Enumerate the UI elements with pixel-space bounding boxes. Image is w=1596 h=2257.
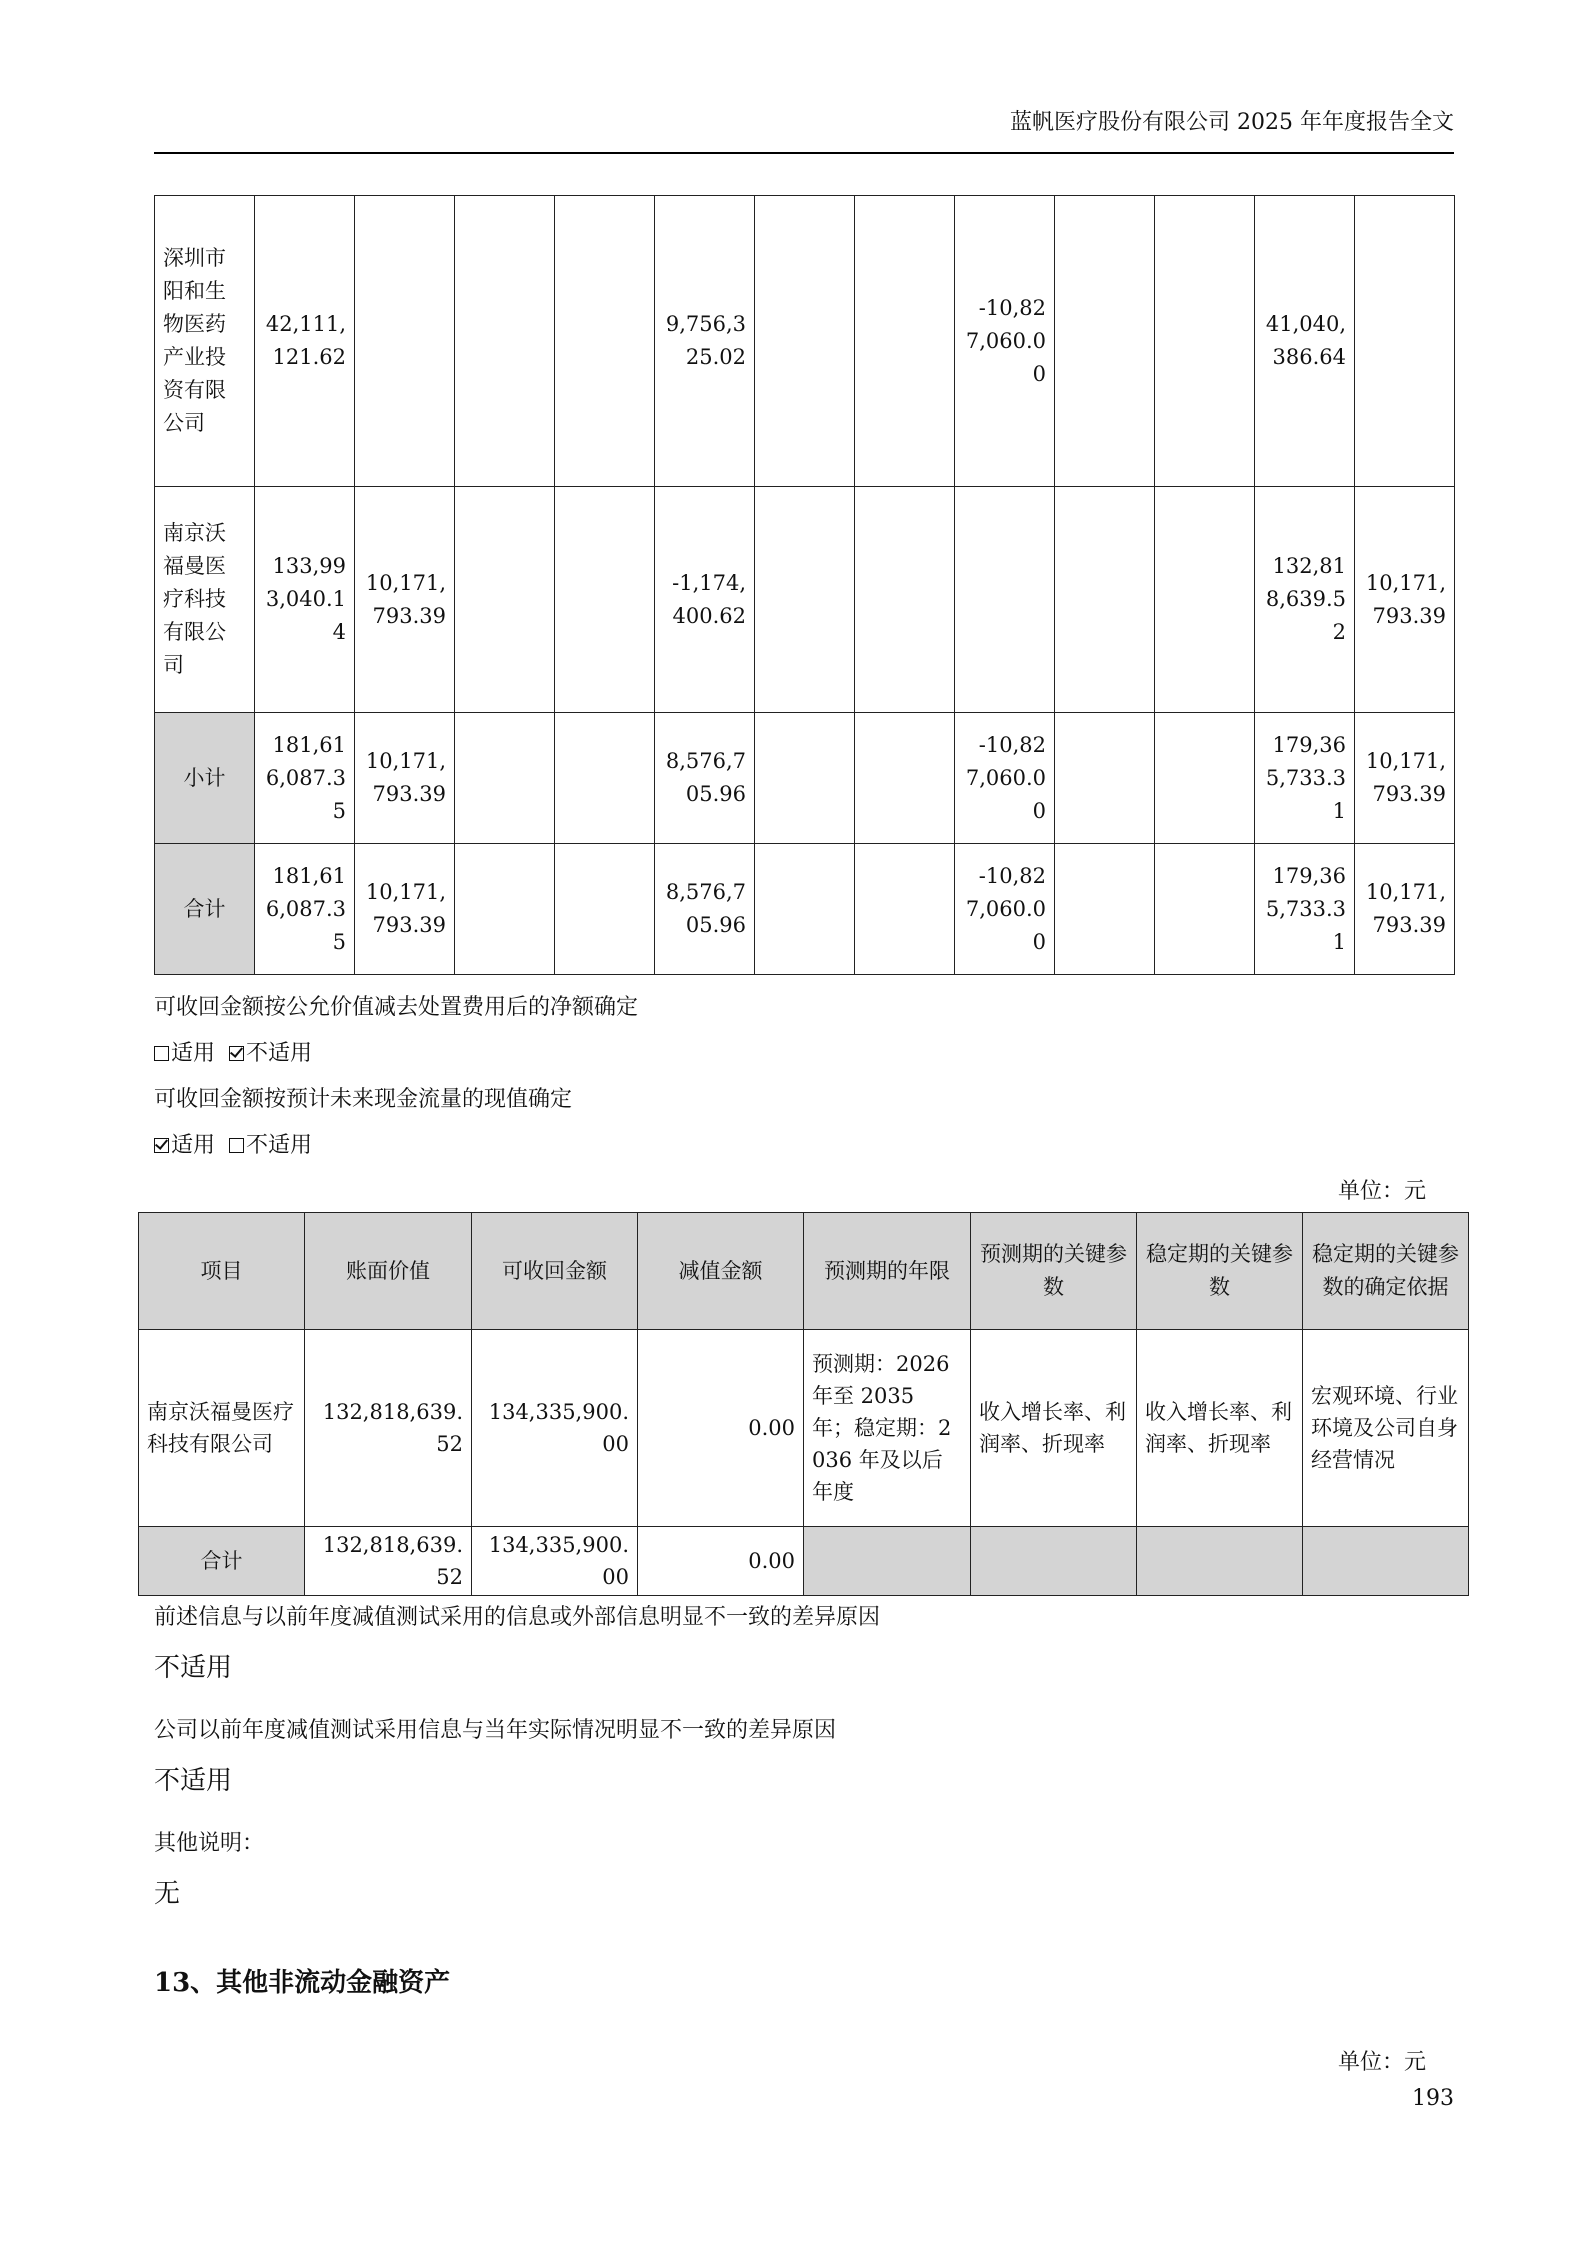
value-cell: 9,756,325.02 — [655, 196, 755, 487]
column-header: 项目 — [139, 1213, 305, 1330]
checkbox-not-applicable-label: 不适用 — [246, 1133, 313, 1158]
stable-params-cell: 收入增长率、利润率、折现率 — [1137, 1330, 1303, 1527]
other-notes-label: 其他说明： — [154, 1831, 265, 1856]
total-row — [139, 1527, 1469, 1596]
goodwill-impairment-table — [154, 195, 1455, 975]
value-cell: 10,171,793.39 — [1355, 713, 1455, 844]
column-header: 稳定期的关键参数 — [1137, 1213, 1303, 1330]
column-header: 预测期的年限 — [804, 1213, 971, 1330]
cash-flow-checkbox-group — [154, 1131, 312, 1161]
fair-value-checkbox-group — [154, 1039, 312, 1069]
total-row — [155, 844, 1455, 975]
value-cell — [455, 487, 555, 713]
value-cell: -1,174,400.62 — [655, 487, 755, 713]
value-cell — [755, 196, 855, 487]
header-divider — [154, 152, 1454, 154]
value-cell — [1055, 713, 1155, 844]
recoverable-amount-cell: 134,335,900.00 — [472, 1330, 638, 1527]
empty-cell — [804, 1527, 971, 1596]
value-cell — [1155, 487, 1255, 713]
section-13-heading: 13、其他非流动金融资产 — [154, 1968, 451, 1998]
checkbox-not-applicable-label: 不适用 — [246, 1041, 313, 1066]
forecast-params-cell: 收入增长率、利润率、折现率 — [971, 1330, 1137, 1527]
value-cell: 133,993,040.14 — [255, 487, 355, 713]
diff-prev-external-answer: 不适用 — [154, 1653, 233, 1683]
empty-cell — [1303, 1527, 1469, 1596]
value-cell: 132,818,639.52 — [1255, 487, 1355, 713]
table-row — [155, 487, 1455, 713]
value-cell — [755, 713, 855, 844]
column-header: 减值金额 — [638, 1213, 804, 1330]
value-cell — [855, 487, 955, 713]
table-row — [155, 196, 1455, 487]
value-cell — [455, 713, 555, 844]
value-cell: 10,171,793.39 — [355, 487, 455, 713]
value-cell: 10,171,793.39 — [355, 713, 455, 844]
value-cell — [555, 487, 655, 713]
value-cell — [455, 196, 555, 487]
unit-label: 单位：元 — [1338, 2050, 1427, 2075]
column-header: 可收回金额 — [472, 1213, 638, 1330]
company-name-cell: 深圳市阳和生物医药产业投资有限公司 — [155, 196, 255, 487]
checkbox-not-applicable[interactable] — [229, 1138, 244, 1153]
value-cell — [555, 713, 655, 844]
checkbox-applicable[interactable] — [154, 1138, 169, 1153]
value-cell — [855, 196, 955, 487]
value-cell — [855, 844, 955, 975]
total-label: 合计 — [139, 1527, 305, 1596]
book-value-cell: 132,818,639.52 — [305, 1527, 472, 1596]
diff-actual-answer: 不适用 — [154, 1766, 233, 1796]
impairment-amount-cell: 0.00 — [638, 1330, 804, 1527]
value-cell — [1055, 196, 1155, 487]
value-cell — [1155, 196, 1255, 487]
table-header-row — [139, 1213, 1469, 1330]
company-name-cell: 南京沃福曼医疗科技有限公司 — [155, 487, 255, 713]
value-cell: -10,827,060.00 — [955, 713, 1055, 844]
item-cell: 南京沃福曼医疗科技有限公司 — [139, 1330, 305, 1527]
other-notes-answer: 无 — [154, 1879, 181, 1909]
table-row — [139, 1330, 1469, 1527]
column-header: 账面价值 — [305, 1213, 472, 1330]
diff-actual-text: 公司以前年度减值测试采用信息与当年实际情况明显不一致的差异原因 — [154, 1718, 837, 1743]
cash-flow-method-text: 可收回金额按预计未来现金流量的现值确定 — [154, 1087, 573, 1112]
checkbox-applicable-label: 适用 — [171, 1133, 216, 1158]
impairment-amount-cell: 0.00 — [638, 1527, 804, 1596]
value-cell — [1155, 844, 1255, 975]
value-cell: 181,616,087.35 — [255, 713, 355, 844]
value-cell: 181,616,087.35 — [255, 844, 355, 975]
value-cell — [555, 196, 655, 487]
value-cell: 10,171,793.39 — [1355, 487, 1455, 713]
column-header: 预测期的关键参数 — [971, 1213, 1137, 1330]
checkbox-applicable[interactable] — [154, 1046, 169, 1061]
value-cell — [1355, 196, 1455, 487]
recoverable-amount-cell: 134,335,900.00 — [472, 1527, 638, 1596]
checkbox-not-applicable[interactable] — [229, 1046, 244, 1061]
value-cell — [355, 196, 455, 487]
total-label: 合计 — [155, 844, 255, 975]
value-cell: 179,365,733.31 — [1255, 844, 1355, 975]
value-cell: 10,171,793.39 — [355, 844, 455, 975]
checkbox-applicable-label: 适用 — [171, 1041, 216, 1066]
recoverable-amount-table — [138, 1212, 1469, 1596]
value-cell — [855, 713, 955, 844]
subtotal-label: 小计 — [155, 713, 255, 844]
value-cell — [455, 844, 555, 975]
forecast-years-cell: 预测期：2026 年至 2035 年；稳定期：2036 年及以后年度 — [804, 1330, 971, 1527]
value-cell: -10,827,060.00 — [955, 844, 1055, 975]
value-cell: 8,576,705.96 — [655, 844, 755, 975]
value-cell — [1055, 844, 1155, 975]
report-header-title: 蓝帆医疗股份有限公司 2025 年年度报告全文 — [1010, 110, 1454, 135]
value-cell: -10,827,060.00 — [955, 196, 1055, 487]
empty-cell — [1137, 1527, 1303, 1596]
stable-basis-cell: 宏观环境、行业环境及公司自身经营情况 — [1303, 1330, 1469, 1527]
value-cell: 10,171,793.39 — [1355, 844, 1455, 975]
value-cell — [555, 844, 655, 975]
subtotal-row — [155, 713, 1455, 844]
fair-value-method-text: 可收回金额按公允价值减去处置费用后的净额确定 — [154, 995, 639, 1020]
value-cell: 8,576,705.96 — [655, 713, 755, 844]
value-cell — [755, 487, 855, 713]
value-cell — [1155, 713, 1255, 844]
value-cell: 41,040,386.64 — [1255, 196, 1355, 487]
column-header: 稳定期的关键参数的确定依据 — [1303, 1213, 1469, 1330]
value-cell — [755, 844, 855, 975]
page-number: 193 — [1412, 2086, 1454, 2111]
diff-prev-external-text: 前述信息与以前年度减值测试采用的信息或外部信息明显不一致的差异原因 — [154, 1605, 881, 1630]
value-cell: 42,111,121.62 — [255, 196, 355, 487]
book-value-cell: 132,818,639.52 — [305, 1330, 472, 1527]
unit-label: 单位：元 — [1338, 1179, 1427, 1204]
value-cell: 179,365,733.31 — [1255, 713, 1355, 844]
value-cell — [1055, 487, 1155, 713]
empty-cell — [971, 1527, 1137, 1596]
value-cell — [955, 487, 1055, 713]
